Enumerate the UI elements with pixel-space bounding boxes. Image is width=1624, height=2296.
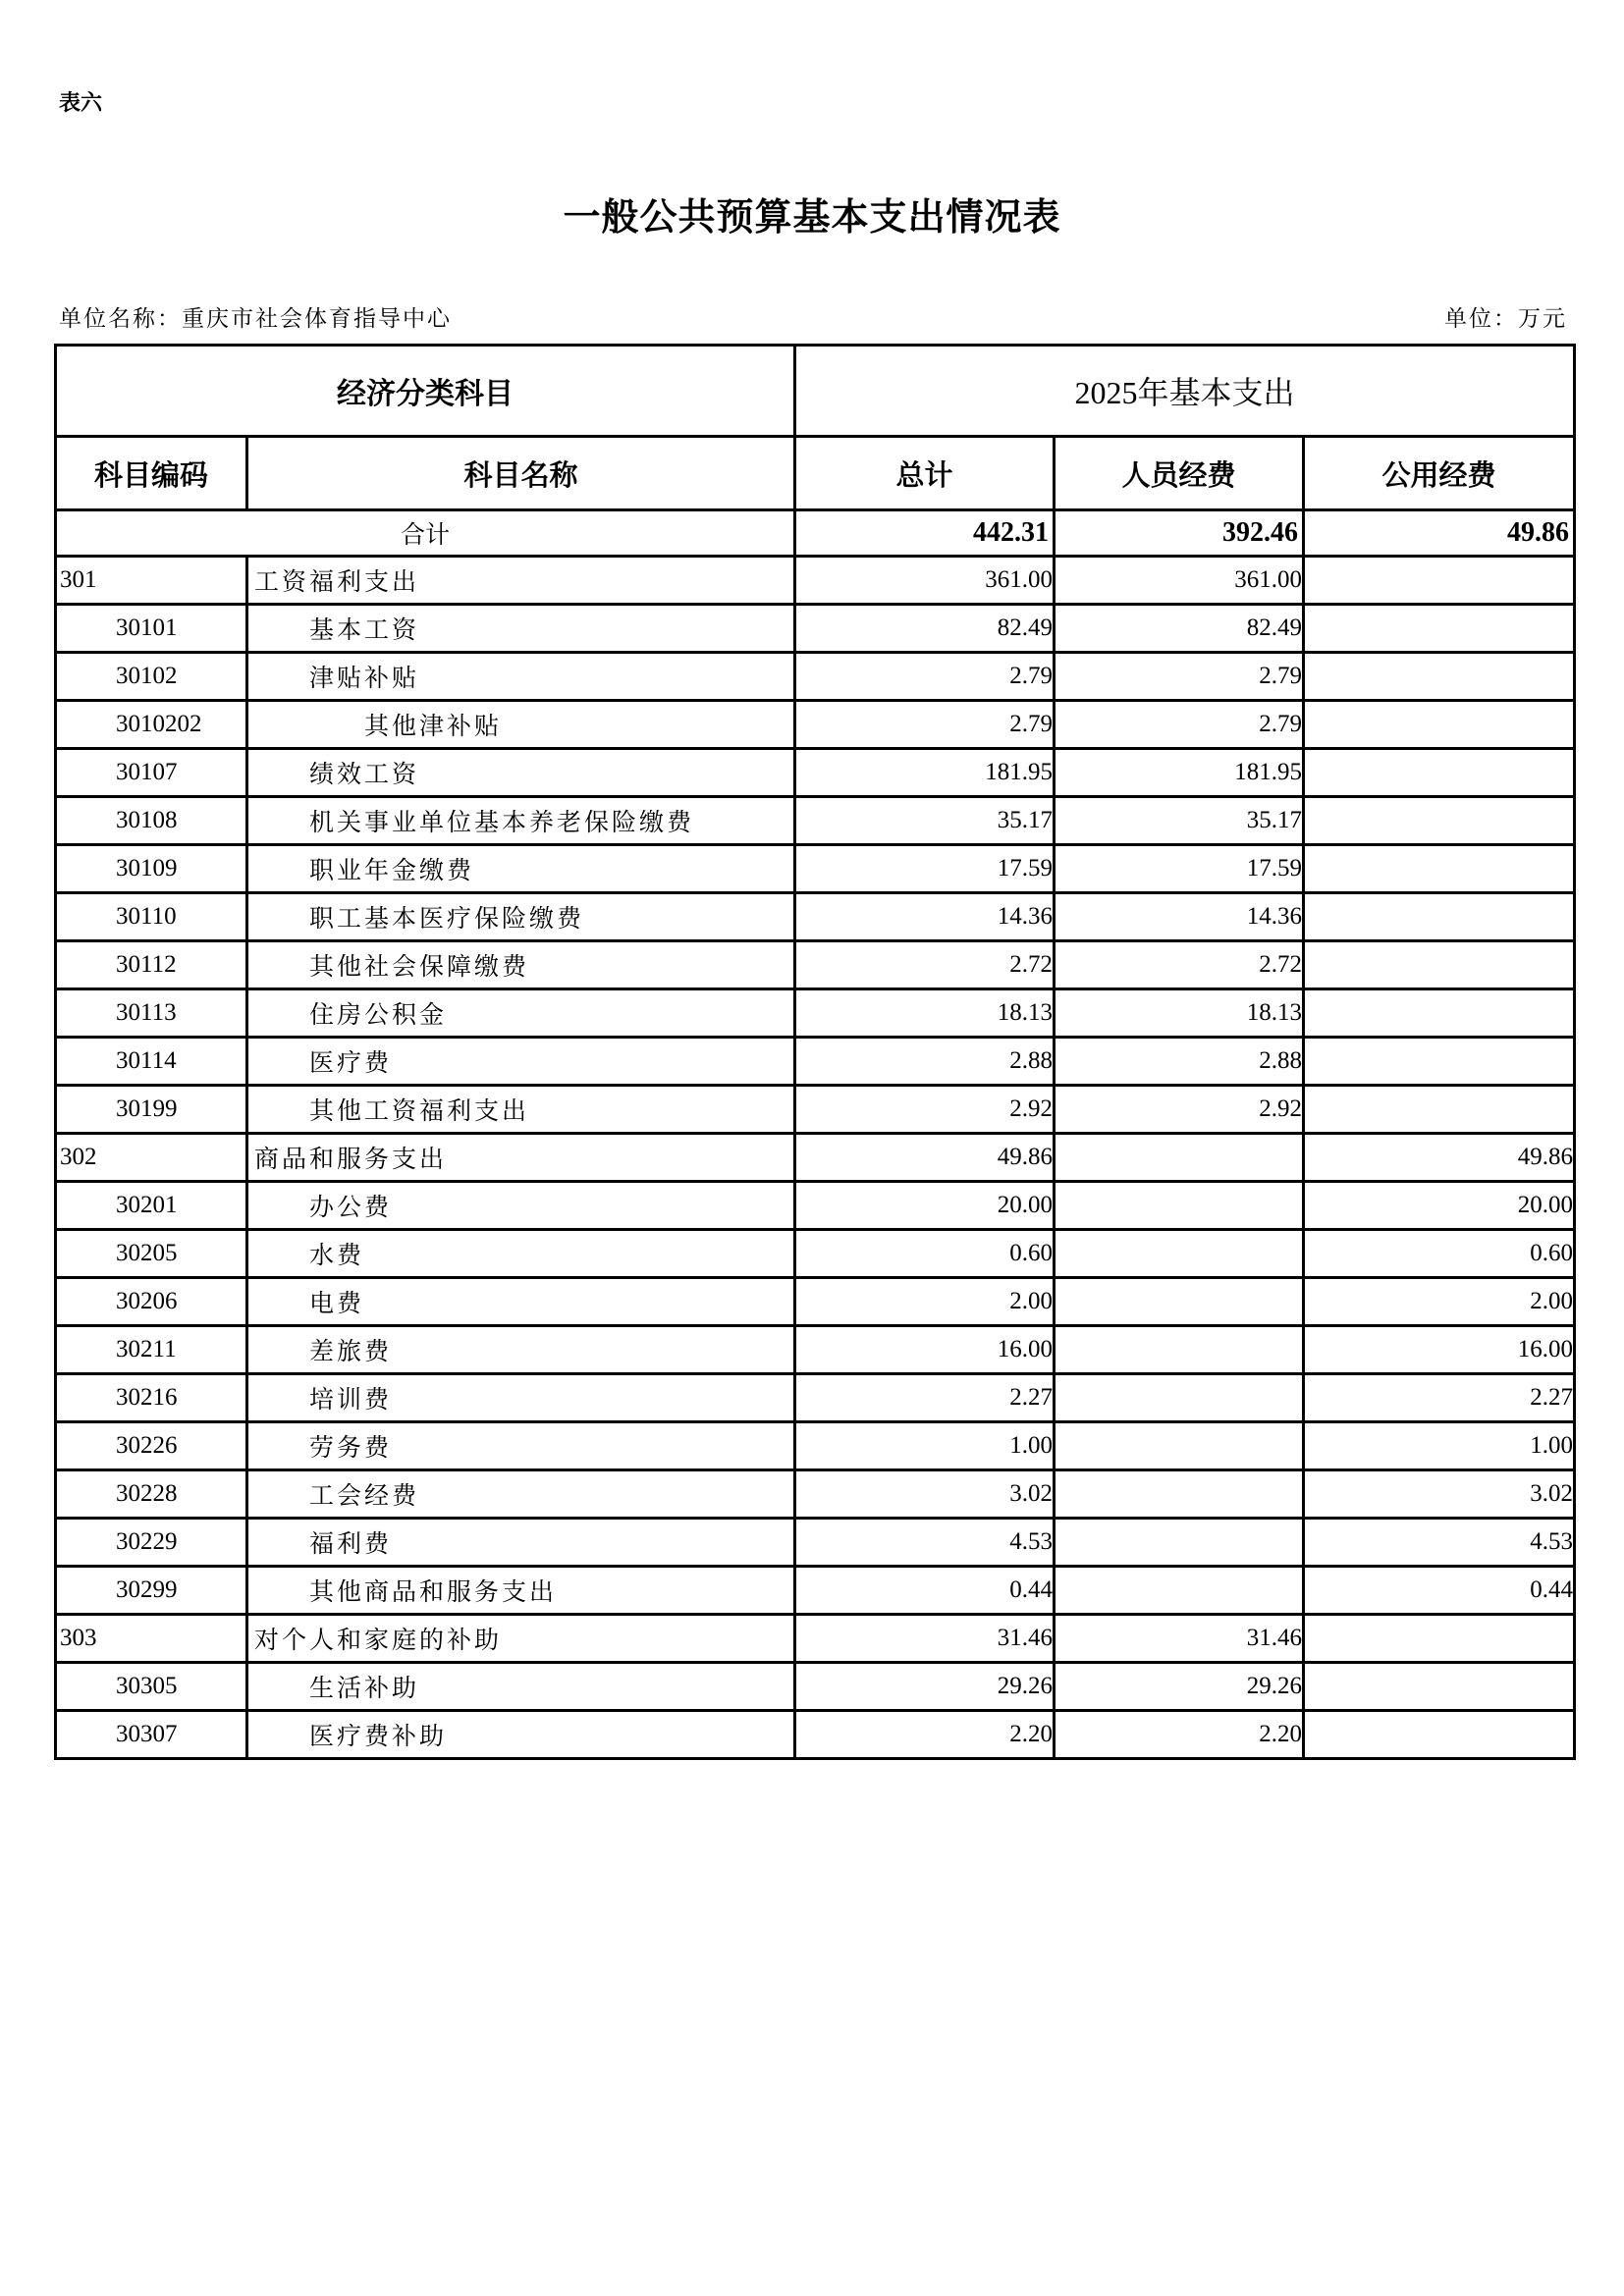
total-cell: 16.00 — [795, 1326, 1055, 1374]
personnel-cell — [1055, 1374, 1304, 1422]
table-row — [56, 1374, 1575, 1422]
personnel-cell: 2.92 — [1055, 1086, 1304, 1134]
personnel-cell: 2.20 — [1055, 1711, 1304, 1759]
total-cell: 3.02 — [795, 1470, 1055, 1519]
subject-name-cell: 其他工资福利支出 — [247, 1086, 795, 1134]
total-cell: 17.59 — [795, 845, 1055, 893]
page-title: 一般公共预算基本支出情况表 — [563, 194, 1061, 239]
table-row — [56, 1470, 1575, 1519]
header-public-expenses: 公用经费 — [1304, 437, 1575, 510]
total-cell: 2.27 — [795, 1374, 1055, 1422]
public-cell: 1.00 — [1304, 1422, 1575, 1470]
subject-code-cell: 30102 — [56, 653, 247, 701]
subject-code-cell: 301 — [56, 557, 247, 605]
personnel-cell: 14.36 — [1055, 893, 1304, 941]
table-row — [56, 1711, 1575, 1759]
total-cell: 361.00 — [795, 557, 1055, 605]
public-cell — [1304, 845, 1575, 893]
subject-code-cell: 30110 — [56, 893, 247, 941]
header-subject-name: 科目名称 — [247, 437, 795, 510]
personnel-cell — [1055, 1134, 1304, 1182]
subject-code-cell: 30108 — [56, 797, 247, 845]
total-cell: 181.95 — [795, 749, 1055, 797]
total-cell: 82.49 — [795, 605, 1055, 653]
personnel-cell: 2.79 — [1055, 653, 1304, 701]
table-row — [56, 653, 1575, 701]
subject-code-cell: 30299 — [56, 1567, 247, 1615]
subject-name-cell: 基本工资 — [247, 605, 795, 653]
total-cell: 29.26 — [795, 1663, 1055, 1711]
subject-code-cell: 3010202 — [56, 701, 247, 749]
personnel-cell — [1055, 1470, 1304, 1519]
total-cell: 1.00 — [795, 1422, 1055, 1470]
personnel-cell: 181.95 — [1055, 749, 1304, 797]
subject-code-cell: 30201 — [56, 1182, 247, 1230]
public-cell — [1304, 557, 1575, 605]
subject-code-cell: 302 — [56, 1134, 247, 1182]
table-row — [56, 1663, 1575, 1711]
subject-code-cell: 303 — [56, 1615, 247, 1663]
subject-name-cell: 医疗费 — [247, 1038, 795, 1086]
table-row — [56, 1326, 1575, 1374]
table-row — [56, 989, 1575, 1038]
personnel-cell: 35.17 — [1055, 797, 1304, 845]
unit-name-label: 单位名称：重庆市社会体育指导中心 — [59, 306, 452, 332]
subject-name-cell: 职工基本医疗保险缴费 — [247, 893, 795, 941]
public-cell: 2.00 — [1304, 1278, 1575, 1326]
total-public: 49.86 — [1304, 510, 1575, 557]
subject-code-cell: 30206 — [56, 1278, 247, 1326]
personnel-cell: 31.46 — [1055, 1615, 1304, 1663]
subject-code-cell: 30226 — [56, 1422, 247, 1470]
public-cell — [1304, 989, 1575, 1038]
total-cell: 2.79 — [795, 653, 1055, 701]
header-total: 总计 — [795, 437, 1055, 510]
personnel-cell — [1055, 1278, 1304, 1326]
table-row — [56, 701, 1575, 749]
subject-name-cell: 差旅费 — [247, 1326, 795, 1374]
public-cell — [1304, 1038, 1575, 1086]
table-row — [56, 1519, 1575, 1567]
subject-name-cell: 对个人和家庭的补助 — [247, 1615, 795, 1663]
subject-name-cell: 津贴补贴 — [247, 653, 795, 701]
public-cell: 20.00 — [1304, 1182, 1575, 1230]
total-row — [56, 510, 1575, 557]
personnel-cell: 18.13 — [1055, 989, 1304, 1038]
total-cell: 14.36 — [795, 893, 1055, 941]
public-cell — [1304, 893, 1575, 941]
table-row — [56, 1230, 1575, 1278]
subject-code-cell: 30101 — [56, 605, 247, 653]
total-cell: 2.20 — [795, 1711, 1055, 1759]
total-cell: 2.79 — [795, 701, 1055, 749]
total-cell: 35.17 — [795, 797, 1055, 845]
table-row — [56, 605, 1575, 653]
personnel-cell: 82.49 — [1055, 605, 1304, 653]
subject-code-cell: 30109 — [56, 845, 247, 893]
subject-name-cell: 绩效工资 — [247, 749, 795, 797]
table-row — [56, 1038, 1575, 1086]
table-row — [56, 749, 1575, 797]
personnel-cell: 361.00 — [1055, 557, 1304, 605]
subject-name-cell: 工资福利支出 — [247, 557, 795, 605]
subject-code-cell: 30199 — [56, 1086, 247, 1134]
total-cell: 2.88 — [795, 1038, 1055, 1086]
public-cell: 0.44 — [1304, 1567, 1575, 1615]
public-cell: 49.86 — [1304, 1134, 1575, 1182]
public-cell — [1304, 1711, 1575, 1759]
subject-code-cell: 30305 — [56, 1663, 247, 1711]
subject-code-cell: 30216 — [56, 1374, 247, 1422]
total-sum: 442.31 — [795, 510, 1055, 557]
header-row-group — [56, 346, 1575, 437]
table-row — [56, 1422, 1575, 1470]
personnel-cell: 29.26 — [1055, 1663, 1304, 1711]
subject-code-cell: 30211 — [56, 1326, 247, 1374]
header-economic-classification: 经济分类科目 — [56, 346, 795, 437]
public-cell: 2.27 — [1304, 1374, 1575, 1422]
table-row — [56, 845, 1575, 893]
total-cell: 0.60 — [795, 1230, 1055, 1278]
table-row — [56, 1086, 1575, 1134]
public-cell — [1304, 749, 1575, 797]
table-row — [56, 1182, 1575, 1230]
budget-expenditure-table — [54, 344, 1576, 1760]
total-cell: 31.46 — [795, 1615, 1055, 1663]
public-cell — [1304, 1615, 1575, 1663]
table-row — [56, 941, 1575, 989]
subject-name-cell: 办公费 — [247, 1182, 795, 1230]
subject-code-cell: 30107 — [56, 749, 247, 797]
table-row — [56, 1567, 1575, 1615]
subject-code-cell: 30228 — [56, 1470, 247, 1519]
subject-name-cell: 职业年金缴费 — [247, 845, 795, 893]
total-cell: 2.72 — [795, 941, 1055, 989]
personnel-cell — [1055, 1230, 1304, 1278]
subject-code-cell: 30229 — [56, 1519, 247, 1567]
total-cell: 2.00 — [795, 1278, 1055, 1326]
total-personnel: 392.46 — [1055, 510, 1304, 557]
table-row — [56, 893, 1575, 941]
subject-name-cell: 培训费 — [247, 1374, 795, 1422]
table-row — [56, 1134, 1575, 1182]
subject-name-cell: 生活补助 — [247, 1663, 795, 1711]
public-cell: 4.53 — [1304, 1519, 1575, 1567]
public-cell — [1304, 1086, 1575, 1134]
public-cell — [1304, 941, 1575, 989]
personnel-cell — [1055, 1182, 1304, 1230]
subject-code-cell: 30205 — [56, 1230, 247, 1278]
table-row — [56, 557, 1575, 605]
total-cell: 2.92 — [795, 1086, 1055, 1134]
table-number-label: 表六 — [59, 91, 103, 116]
subject-name-cell: 其他商品和服务支出 — [247, 1567, 795, 1615]
public-cell: 3.02 — [1304, 1470, 1575, 1519]
header-row-columns — [56, 437, 1575, 510]
subject-name-cell: 机关事业单位基本养老保险缴费 — [247, 797, 795, 845]
header-personnel-expenses: 人员经费 — [1055, 437, 1304, 510]
header-basic-expenditure-year: 2025年基本支出 — [795, 346, 1575, 437]
personnel-cell: 2.79 — [1055, 701, 1304, 749]
total-cell: 18.13 — [795, 989, 1055, 1038]
subject-code-cell: 30113 — [56, 989, 247, 1038]
table-row — [56, 797, 1575, 845]
personnel-cell — [1055, 1326, 1304, 1374]
subject-name-cell: 医疗费补助 — [247, 1711, 795, 1759]
table-row — [56, 1278, 1575, 1326]
total-label: 合计 — [56, 510, 795, 557]
subject-name-cell: 福利费 — [247, 1519, 795, 1567]
header-subject-code: 科目编码 — [56, 437, 247, 510]
public-cell — [1304, 701, 1575, 749]
personnel-cell: 2.88 — [1055, 1038, 1304, 1086]
total-cell: 4.53 — [795, 1519, 1055, 1567]
public-cell — [1304, 797, 1575, 845]
public-cell — [1304, 653, 1575, 701]
subject-name-cell: 其他津补贴 — [247, 701, 795, 749]
subject-name-cell: 其他社会保障缴费 — [247, 941, 795, 989]
public-cell: 0.60 — [1304, 1230, 1575, 1278]
personnel-cell: 17.59 — [1055, 845, 1304, 893]
total-cell: 20.00 — [795, 1182, 1055, 1230]
personnel-cell — [1055, 1422, 1304, 1470]
total-cell: 49.86 — [795, 1134, 1055, 1182]
public-cell: 16.00 — [1304, 1326, 1575, 1374]
currency-unit-label: 单位：万元 — [1444, 306, 1567, 332]
total-cell: 0.44 — [795, 1567, 1055, 1615]
subject-code-cell: 30114 — [56, 1038, 247, 1086]
public-cell — [1304, 1663, 1575, 1711]
personnel-cell: 2.72 — [1055, 941, 1304, 989]
subject-code-cell: 30307 — [56, 1711, 247, 1759]
table-row — [56, 1615, 1575, 1663]
subject-name-cell: 住房公积金 — [247, 989, 795, 1038]
subject-name-cell: 工会经费 — [247, 1470, 795, 1519]
personnel-cell — [1055, 1567, 1304, 1615]
subject-code-cell: 30112 — [56, 941, 247, 989]
subject-name-cell: 电费 — [247, 1278, 795, 1326]
subject-name-cell: 水费 — [247, 1230, 795, 1278]
personnel-cell — [1055, 1519, 1304, 1567]
public-cell — [1304, 605, 1575, 653]
subject-name-cell: 商品和服务支出 — [247, 1134, 795, 1182]
subject-name-cell: 劳务费 — [247, 1422, 795, 1470]
